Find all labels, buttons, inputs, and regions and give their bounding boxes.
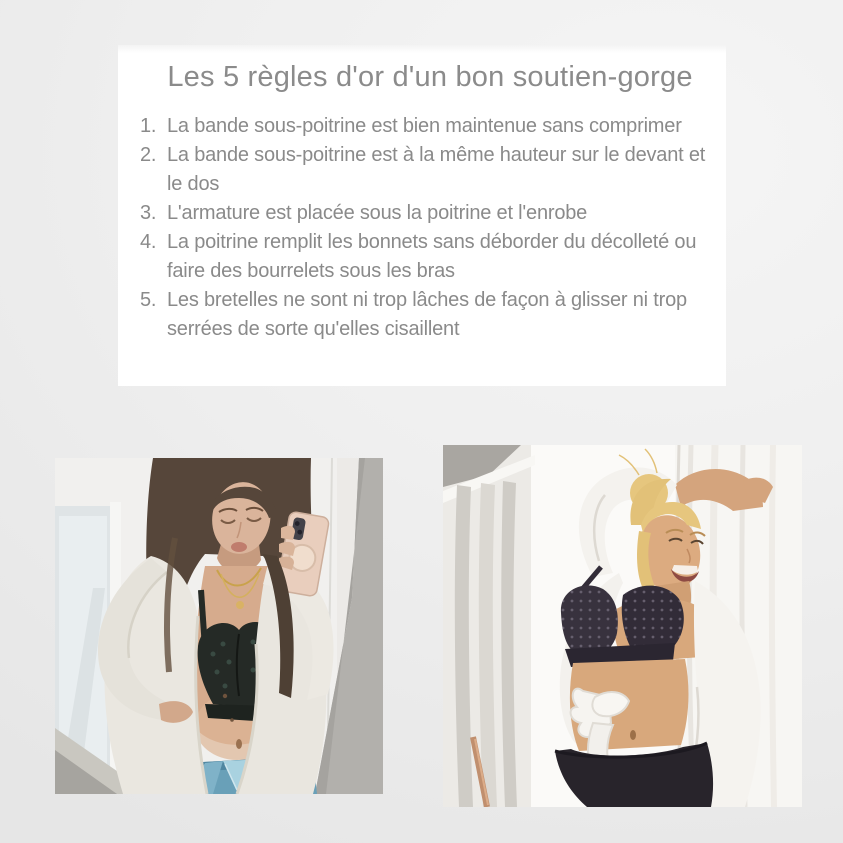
mirror-selfie-illustration bbox=[55, 458, 383, 794]
rule-number: 3. bbox=[140, 202, 157, 224]
rule-item-4 bbox=[140, 228, 720, 286]
photo-mirror-selfie bbox=[55, 458, 383, 794]
rule-text: Les bretelles ne sont ni trop lâches de façon à glisser ni trop serrées de sorte qu'elles cisaillent bbox=[167, 289, 687, 340]
rule-item-5 bbox=[140, 286, 720, 344]
rules-list bbox=[140, 112, 720, 344]
rule-text: La poitrine remplit les bonnets sans déborder du décolleté ou faire des bourrelets sous les bras bbox=[167, 231, 697, 282]
rule-number: 1. bbox=[140, 115, 157, 137]
rule-text: La bande sous-poitrine est à la même hauteur sur le devant et le dos bbox=[167, 144, 706, 195]
photo-curtain-smile bbox=[443, 445, 802, 807]
rules-card bbox=[118, 45, 726, 386]
rule-item-3 bbox=[140, 199, 720, 228]
rule-number: 4. bbox=[140, 231, 157, 253]
rule-item-2 bbox=[140, 141, 720, 199]
rule-number: 5. bbox=[140, 289, 157, 311]
rule-item-1 bbox=[140, 112, 720, 141]
card-title: Les 5 règles d'or d'un bon soutien-gorge bbox=[167, 61, 693, 93]
rule-text: L'armature est placée sous la poitrine et l'enrobe bbox=[167, 202, 588, 224]
woman-blonde bbox=[555, 449, 773, 807]
rule-text: La bande sous-poitrine est bien maintenue sans comprimer bbox=[167, 115, 682, 137]
curtain-smile-illustration bbox=[443, 445, 802, 807]
rule-number: 2. bbox=[140, 144, 157, 166]
